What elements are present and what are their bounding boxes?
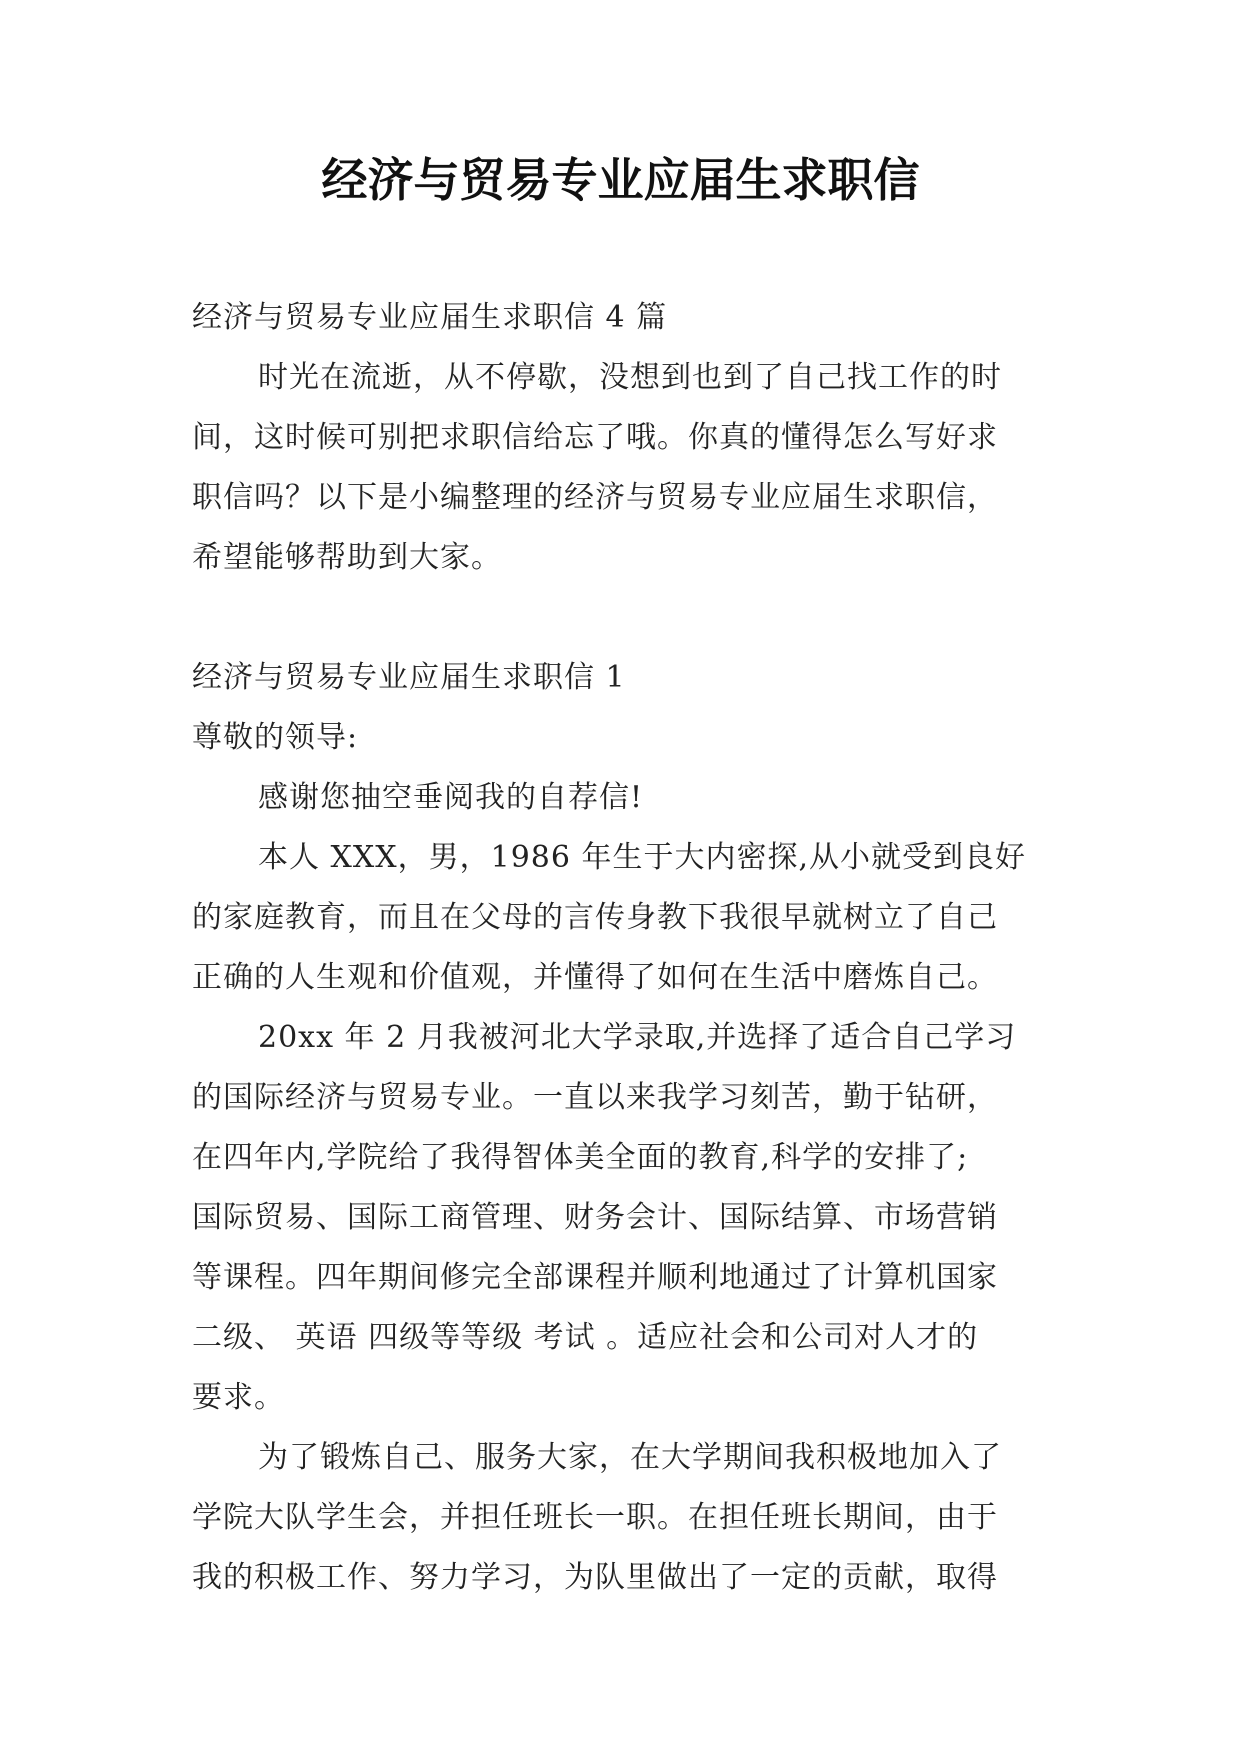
text-line: 间，这时候可别把求职信给忘了哦。你真的懂得怎么写好求 bbox=[192, 420, 998, 455]
text-line: 我的积极工作、努力学习，为队里做出了一定的贡献，取得 bbox=[192, 1560, 998, 1595]
text-line: 职信吗？以下是小编整理的经济与贸易专业应届生求职信， bbox=[192, 480, 998, 515]
text-line: 尊敬的领导: bbox=[192, 720, 359, 755]
text-line: 经济与贸易专业应届生求职信 4 篇 bbox=[192, 300, 668, 335]
text-line: 国际贸易、国际工商管理、财务会计、国际结算、市场营销 bbox=[192, 1200, 998, 1235]
text-line: 的国际经济与贸易专业。一直以来我学习刻苦，勤于钻研， bbox=[192, 1080, 998, 1115]
text-line: 希望能够帮助到大家。 bbox=[192, 540, 502, 575]
text-line: 正确的人生观和价值观，并懂得了如何在生活中磨炼自己。 bbox=[192, 960, 998, 995]
text-line: 经济与贸易专业应届生求职信 1 bbox=[192, 660, 626, 695]
text-line: 等课程。四年期间修完全部课程并顺利地通过了计算机国家 bbox=[192, 1260, 998, 1295]
text-line: 要求。 bbox=[192, 1380, 285, 1415]
blank-line bbox=[192, 588, 1068, 648]
text-line: 为了锻炼自己、服务大家，在大学期间我积极地加入了 bbox=[258, 1440, 1002, 1475]
text-line: 20xx 年 2 月我被河北大学录取,并选择了适合自己学习 bbox=[258, 1020, 1017, 1055]
document-body bbox=[192, 288, 1068, 1608]
text-line: 的家庭教育，而且在父母的言传身教下我很早就树立了自己 bbox=[192, 900, 998, 935]
text-line: 感谢您抽空垂阅我的自荐信! bbox=[258, 780, 644, 815]
text-line: 学院大队学生会，并担任班长一职。在担任班长期间，由于 bbox=[192, 1500, 998, 1535]
text-line: 本人 XXX，男，1986 年生于大内密探,从小就受到良好 bbox=[258, 840, 1027, 875]
text-line: 在四年内,学院给了我得智体美全面的教育,科学的安排了; bbox=[192, 1140, 969, 1175]
text-line: 二级、 英语 四级等等级 考试 。适应社会和公司对人才的 bbox=[192, 1320, 979, 1355]
text-line: 时光在流逝，从不停歇，没想到也到了自己找工作的时 bbox=[258, 360, 1002, 395]
document-title: 经济与贸易专业应届生求职信 bbox=[321, 153, 920, 207]
